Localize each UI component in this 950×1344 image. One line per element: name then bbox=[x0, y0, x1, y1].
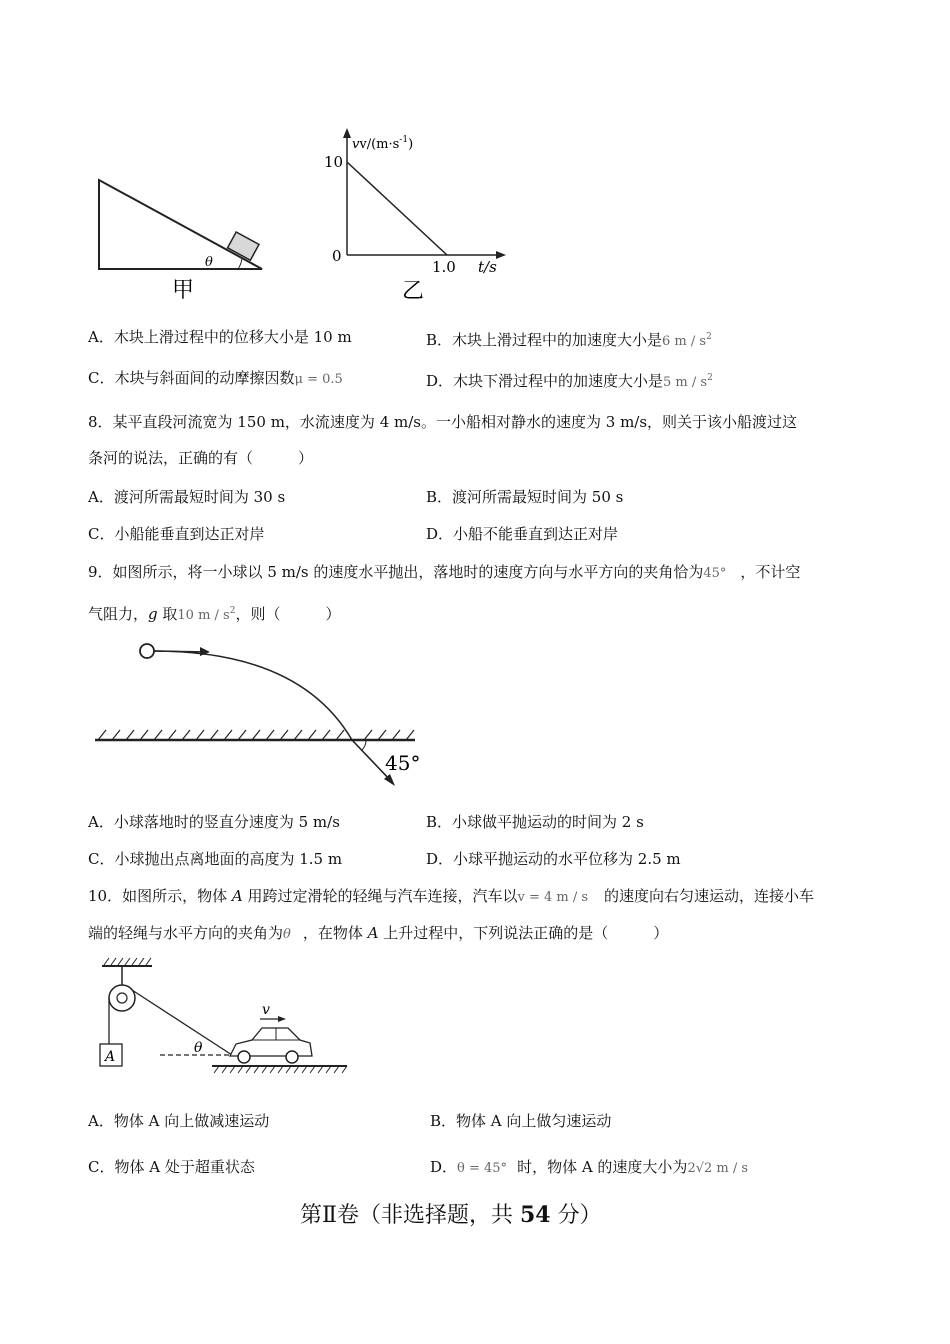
section-heading-score: 54 bbox=[519, 1202, 551, 1228]
q7-option-d-text: D．木块下滑过程中的加速度大小是 bbox=[426, 372, 664, 390]
q7-option-b: B．木块上滑过程中的加速度大小是6 m / $s^2$ bbox=[426, 331, 712, 349]
q10-option-a: A．物体 A 向上做减速运动 bbox=[88, 1112, 270, 1130]
q9-option-d: D．小球平抛运动的水平位移为 2.5 m bbox=[426, 850, 681, 868]
q7-option-c bbox=[88, 367, 343, 391]
q7-option-c-text: C．木块与斜面间的动摩擦因数 bbox=[88, 369, 295, 387]
q9-g-math: 10 m / s bbox=[177, 608, 230, 623]
q10-stem-line2 bbox=[88, 922, 668, 946]
projectile-angle-label: 45° bbox=[385, 751, 421, 775]
x-tick-label: 1.0 bbox=[432, 258, 456, 276]
section-heading-suffix: 分） bbox=[550, 1203, 602, 1228]
q8-option-b: B．渡河所需最短时间为 50 s bbox=[426, 488, 624, 506]
q9-option-a: A．小球落地时的竖直分速度为 5 m/s bbox=[88, 813, 340, 831]
x-axis-label: t/s bbox=[478, 258, 497, 276]
q10-stem-text1: 10．如图所示，物体 bbox=[88, 887, 232, 905]
q7-option-c-math: μ = 0.5 bbox=[294, 372, 343, 387]
q9-take: 取 bbox=[157, 605, 178, 623]
q9-option-b: B．小球做平抛运动的时间为 2 s bbox=[426, 813, 644, 831]
y-axis-label: $vv/(m\cdot s^{-1})$ bbox=[352, 135, 414, 152]
figure-projectile bbox=[90, 636, 430, 796]
q10-stem-text1c: 的速度向右匀速运动，连接小车 bbox=[604, 887, 815, 905]
q10-option-b: B．物体 A 向上做匀速运动 bbox=[430, 1112, 612, 1130]
q9-stem-line2: 气阻力，g 取10 m / $s^2$，则（ ） bbox=[88, 605, 341, 623]
figure-caption-left: 甲 bbox=[172, 278, 195, 303]
q7-option-d: D．木块下滑过程中的加速度大小是5 m / $s^2$ bbox=[426, 372, 713, 390]
q10-stem-text2b: ，在物体 bbox=[302, 924, 368, 942]
section-heading-prefix: 第Ⅱ卷（非选择题，共 bbox=[300, 1203, 520, 1228]
figure-caption-right: 乙 bbox=[402, 279, 425, 304]
q9-stem-line1 bbox=[88, 561, 800, 585]
q7-option-b-text: B．木块上滑过程中的加速度大小是 bbox=[426, 331, 663, 349]
q8-option-d: D．小船不能垂直到达正对岸 bbox=[426, 525, 619, 543]
y-tick-label: 10 bbox=[324, 153, 344, 171]
q10-option-d-math: θ = 45° bbox=[457, 1161, 508, 1176]
q9-g-symbol: g bbox=[148, 605, 158, 623]
figure-vt-graph bbox=[310, 120, 510, 305]
q9-stem-text2: 气阻力， bbox=[88, 605, 149, 623]
q8-stem-line1: 8．某平直段河流宽为 150 m，水流速度为 4 m/s。一小船相对静水的速度为 3 m/s，则关于该小船渡过这 bbox=[88, 413, 798, 431]
figure-incline bbox=[90, 130, 270, 305]
q8-stem-line2: 条河的说法，正确的有（ ） bbox=[88, 449, 314, 467]
q9-stem-text1b: ，不计空 bbox=[740, 563, 801, 581]
q9-stem-text1: 9．如图所示，将一小球以 5 m/s 的速度水平抛出，落地时的速度方向与水平方向的夹角恰为 bbox=[88, 563, 704, 581]
q10-stem-text2: 端的轻绳与水平方向的夹角为 bbox=[88, 924, 284, 942]
q10-option-d bbox=[430, 1156, 748, 1180]
q10-stem-text1b: 用跨过定滑轮的轻绳与汽车连接，汽车以 bbox=[242, 887, 518, 905]
pulley-block-label: A bbox=[105, 1049, 116, 1065]
car-velocity-label: v bbox=[262, 1002, 270, 1018]
q10-stem-line1 bbox=[88, 885, 814, 909]
q7-option-d-math: 5 m / s bbox=[663, 375, 708, 390]
q7-option-a: A．木块上滑过程中的位移大小是 10 m bbox=[88, 328, 352, 346]
figure-pulley-car bbox=[92, 956, 352, 1084]
section-heading bbox=[300, 1198, 602, 1229]
q9-angle-math: 45° bbox=[703, 566, 727, 581]
q10-option-d-label: D． bbox=[430, 1158, 458, 1176]
pulley-theta-label: θ bbox=[194, 1040, 203, 1056]
q10-option-d-math2: 2√2 m / s bbox=[687, 1161, 749, 1176]
q7-option-b-math: 6 m / s bbox=[662, 334, 707, 349]
q10-v-math: v = 4 m / s bbox=[517, 890, 589, 905]
q10-a-symbol-2: A bbox=[367, 924, 379, 942]
origin-label: 0 bbox=[332, 247, 342, 265]
q8-option-c: C．小船能垂直到达正对岸 bbox=[88, 525, 265, 543]
q10-a-symbol: A bbox=[231, 887, 243, 905]
q9-stem-text2b: ，则（ ） bbox=[235, 605, 341, 623]
q10-theta-math: θ bbox=[283, 927, 291, 942]
q10-stem-text2c: 上升过程中，下列说法正确的是（ ） bbox=[378, 924, 669, 942]
theta-symbol: θ bbox=[205, 255, 213, 270]
q10-option-d-text: 时，物体 A 的速度大小为 bbox=[517, 1158, 688, 1176]
q9-option-c: C．小球抛出点离地面的高度为 1.5 m bbox=[88, 850, 343, 868]
q10-option-c: C．物体 A 处于超重状态 bbox=[88, 1158, 255, 1176]
q8-option-a: A．渡河所需最短时间为 30 s bbox=[88, 488, 286, 506]
